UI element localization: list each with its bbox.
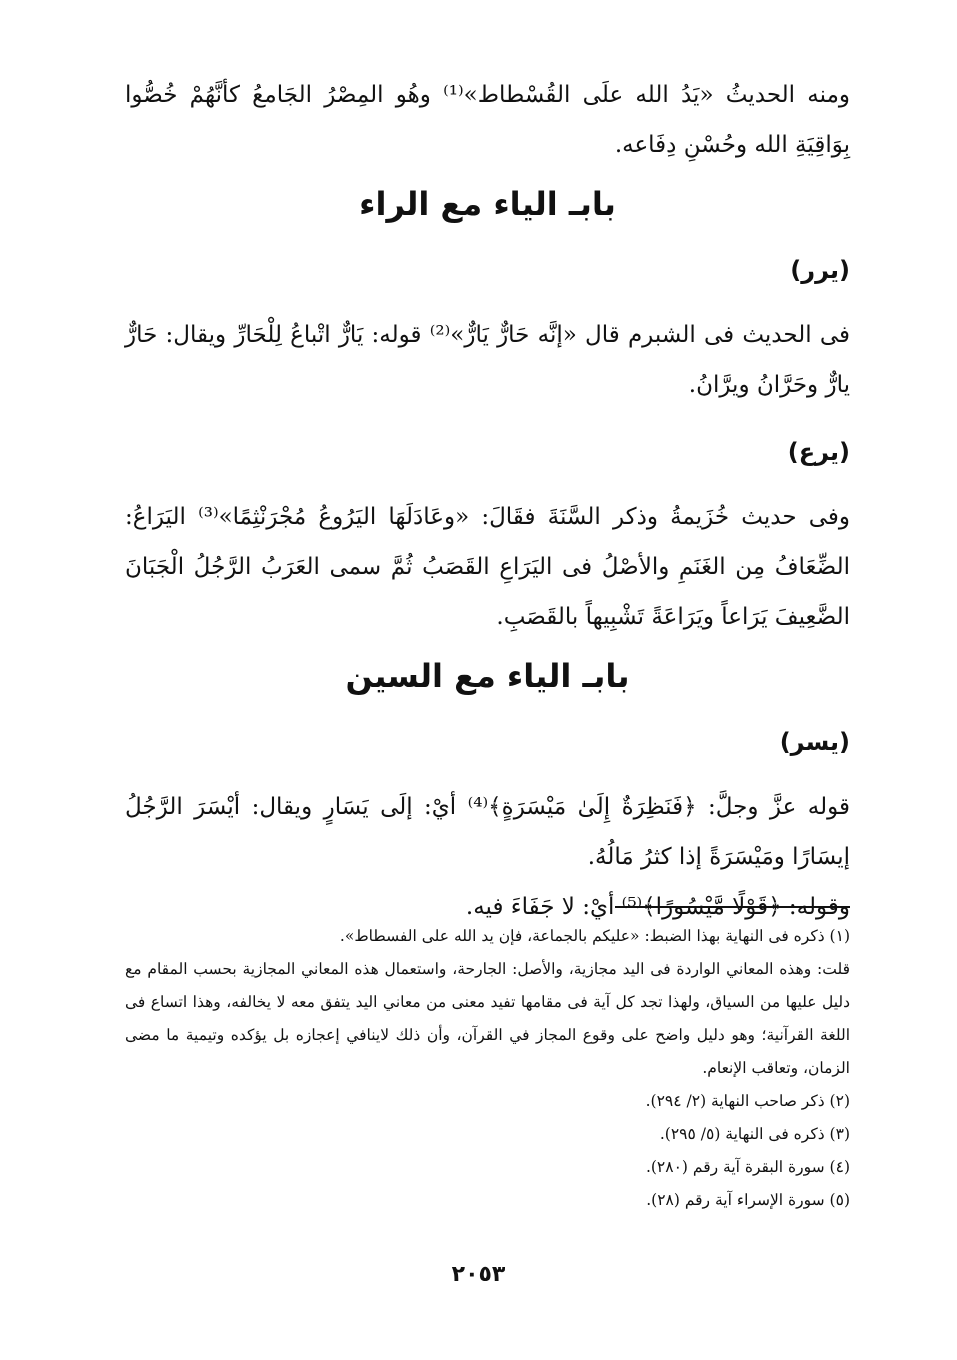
paragraph-5: وقوله: ﴿قَوْلًا مَّيْسُورًا﴾⁽⁵⁾ أيْ: لا جَفَاءَ فيه. — [465, 894, 850, 920]
paragraph-1: ومنه الحديثُ «يَدُ الله علَى القُسْطاط»⁽¹⁾ وهُو المِصْرُ الجَامعُ كأنَّهُمْ خُصُّوا بِوَاقِيَةِ الله وحُسْنِ دِفَاعه. — [125, 82, 850, 158]
root-heading-yr3 — [125, 432, 850, 472]
root-word-yr3: (يرع) — [787, 438, 850, 466]
root-word-ysr: (يسر) — [779, 728, 850, 756]
footnote-3: (٣) ذكره فى النهاية (٥/ ٢٩٥). — [659, 1125, 850, 1143]
paragraph-2: فى الحديث فى الشبرم قال «إنَّه حَارٌّ يَارٌّ»⁽²⁾ قوله: يَارٌّ اتْباعُ لِلْحَارِّ ويقال: حَارٌّ يارٌّ وحَرَّانُ ويرَّانُ. — [125, 322, 850, 398]
root-heading-ysr — [125, 722, 850, 762]
page-body — [125, 70, 850, 932]
footnote-1: (١) ذكره فى النهاية بهذا الضبط: «عليكم بالجماعة، فإن يد الله على الفسطاط». — [339, 927, 850, 945]
footnote-1-note: قلت: وهذه المعاني الواردة فى اليد مجازية، والأصل: الجارحة، واستعمال هذه المعاني المجازية بحسب المقام مع دليل عليها من السياق، ولهذا تجد كل آية فى مقامها تفيد معنى من معاني اليد يتفق معه لا يخالفه، وهذا اتساع فى اللغة القرآنية؛ وهو دليل واضح على وقوع المجاز في القرآن، وأن ذلك لاينافي إعجازه بل يؤكده وتيمية ما مضى الزمان، وتعاقب الإنعام. — [125, 960, 850, 1077]
footnote-divider — [615, 906, 850, 908]
page-number: ٢٠٥٣ — [451, 1262, 506, 1287]
root-word-yrr: (يرر) — [790, 256, 850, 284]
section-title-ya-sin: بابـ الياء مع السين — [345, 657, 630, 695]
paragraph-4: قوله عزَّ وجلَّ: ﴿فَنَظِرَةٌ إِلَىٰ مَيْسَرَةٍ﴾⁽⁴⁾ أيْ: إلَى يَسَارٍ ويقال: أيْسَرَ الرَّجُلُ إيسَارًا ومَيْسَرَةً إذا كثرُ مَالُهُ. — [125, 794, 850, 870]
paragraph-3: وفى حديث خُزَيمةُ وذكر السَّنَةَ فقَالَ: «وعَادَلَهَا اليَرُوعُ مُجْرَنْثِمًا»⁽³⁾ اليَرَاعُ: الضِّعَافُ مِن الغَنَمِ والأصْلُ فى اليَرَاعِ القَصَبُ ثُمَّ سمى العَرَبُ الرَّجُلُ الْجَبَانَ الضَّعِيفَ يَرَاعاً ويَرَاعَةً تَشْبِيهاً بالقَصَبِ. — [125, 504, 850, 630]
footnotes — [125, 920, 850, 1217]
footnote-4: (٤) سورة البقرة آية رقم (٢٨٠). — [645, 1158, 850, 1176]
section-title-ya-ra: بابـ الياء مع الراء — [359, 185, 616, 223]
footnote-5: (٥) سورة الإسراء آية رقم (٢٨). — [646, 1191, 850, 1209]
footnote-2: (٢) ذكر صاحب النهاية (٢/ ٢٩٤). — [645, 1092, 850, 1110]
root-heading-yrr — [125, 250, 850, 290]
